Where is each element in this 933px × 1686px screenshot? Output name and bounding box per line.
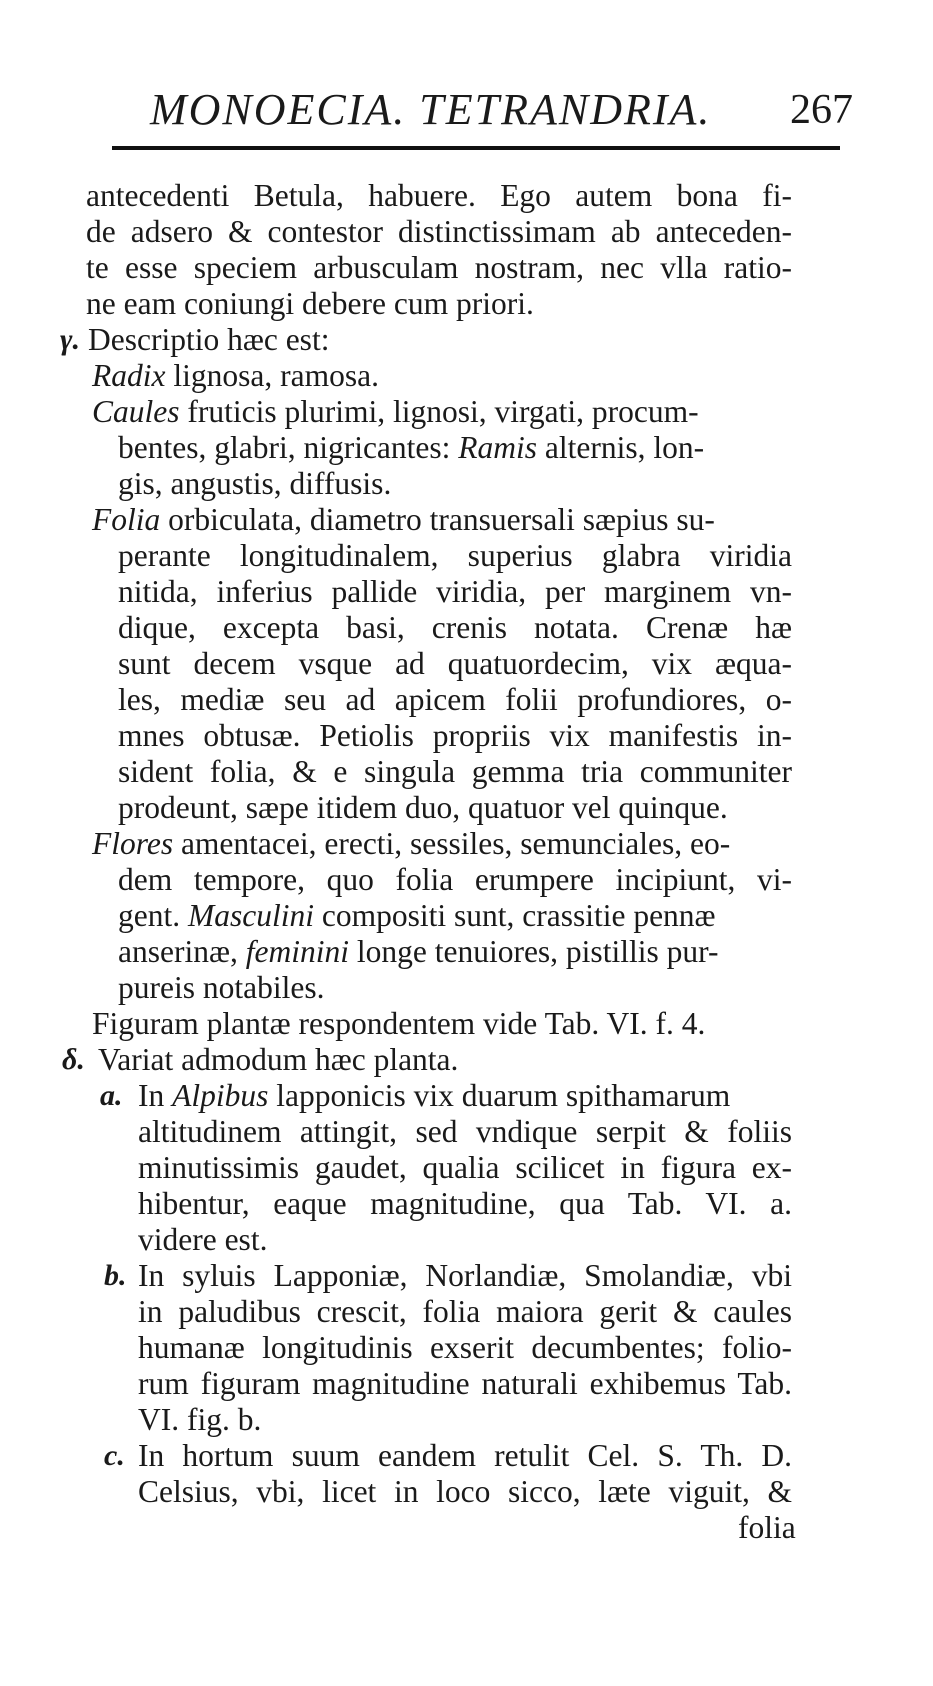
flores-text: longe tenuiores, pistillis pur- bbox=[348, 934, 719, 969]
flores-text: gent. bbox=[118, 898, 188, 933]
flores-line bbox=[92, 826, 730, 862]
caules-text: alternis, lon- bbox=[537, 430, 705, 465]
variety-marker-b: b. bbox=[104, 1259, 127, 1292]
folia-line: mnes obtusæ. Petiolis propriis vix manifestis in- bbox=[118, 718, 792, 753]
running-title: MONOECIA. TETRANDRIA. bbox=[150, 85, 712, 134]
variety-c-line: Celsius, vbi, licet in loco sicco, læte viguit, & bbox=[138, 1474, 792, 1509]
caules-line bbox=[118, 430, 704, 466]
variety-marker-c: c. bbox=[104, 1439, 125, 1472]
folia-line bbox=[92, 502, 715, 538]
variety-a-text: lapponicis vix duarum spithamarum bbox=[268, 1078, 731, 1113]
variety-b-line: VI. fig. b. bbox=[138, 1402, 262, 1437]
term-flores: Flores bbox=[92, 826, 174, 861]
variety-a-line: hibentur, eaque magnitudine, qua Tab. VI. a. bbox=[138, 1186, 792, 1221]
flores-text: anserinæ, bbox=[118, 934, 246, 969]
flores-line bbox=[118, 898, 716, 934]
text-line: ne eam coniungi debere cum priori. bbox=[86, 286, 534, 321]
text-line: antecedenti Betula, habuere. Ego autem bona fi- bbox=[86, 178, 792, 213]
term-radix: Radix bbox=[92, 358, 166, 393]
figure-reference: Figuram plantæ respondentem vide Tab. VI. f. 4. bbox=[92, 1006, 706, 1041]
flores-text: compositi sunt, crassitie pennæ bbox=[313, 898, 716, 933]
term-feminini: feminini bbox=[245, 934, 349, 969]
section-marker-delta: δ. bbox=[62, 1043, 85, 1076]
flores-line bbox=[118, 934, 718, 970]
folia-line: les, mediæ seu ad apicem folii profundiores, o- bbox=[118, 682, 792, 717]
variety-a-line bbox=[138, 1078, 730, 1114]
term-folia: Folia bbox=[92, 502, 161, 537]
text-line: Descriptio hæc est: bbox=[88, 322, 330, 357]
flores-text: amentacei, erecti, sessiles, semunciales, eo- bbox=[173, 826, 731, 861]
caules-text: bentes, glabri, nigricantes: bbox=[118, 430, 459, 465]
variety-b-line: rum figuram magnitudine naturali exhibemus Tab. bbox=[138, 1366, 792, 1401]
term-masculini: Masculini bbox=[187, 898, 314, 933]
flores-line: pureis notabiles. bbox=[118, 970, 325, 1005]
catchword: folia bbox=[738, 1510, 796, 1545]
text-line: te esse speciem arbusculam nostram, nec vlla ratio- bbox=[86, 250, 792, 285]
variety-a-line: videre est. bbox=[138, 1222, 268, 1257]
variety-b-line: humanæ longitudinis exserit decumbentes; folio- bbox=[138, 1330, 792, 1365]
variety-a-text: In bbox=[138, 1078, 173, 1113]
caules-line bbox=[92, 394, 792, 430]
caules-text: fruticis plurimi, lignosi, virgati, procum- bbox=[179, 394, 699, 429]
section-marker-gamma: γ. bbox=[60, 323, 80, 356]
radix-text: lignosa, ramosa. bbox=[165, 358, 379, 393]
term-ramis: Ramis bbox=[458, 430, 538, 465]
variety-b-line: In syluis Lapponiæ, Norlandiæ, Smolandiæ, vbi bbox=[138, 1258, 792, 1293]
text-line: de adsero & contestor distinctissimam ab anteceden- bbox=[86, 214, 792, 249]
variety-c-line: In hortum suum eandem retulit Cel. S. Th. D. bbox=[138, 1438, 792, 1473]
folia-text: orbiculata, diametro transuersali sæpius su- bbox=[160, 502, 715, 537]
term-caules: Caules bbox=[92, 394, 180, 429]
caules-line: gis, angustis, diffusis. bbox=[118, 466, 392, 501]
variety-b-line: in paludibus crescit, folia maiora gerit & caules bbox=[138, 1294, 792, 1329]
variety-a-line: minutissimis gaudet, qualia scilicet in figura ex- bbox=[138, 1150, 792, 1185]
folia-line: prodeunt, sæpe itidem duo, quatuor vel quinque. bbox=[118, 790, 728, 825]
folia-line: sunt decem vsque ad quatuordecim, vix æqua- bbox=[118, 646, 792, 681]
text-line: Variat admodum hæc planta. bbox=[98, 1042, 459, 1077]
page-number: 267 bbox=[790, 87, 853, 133]
folia-line: sident folia, & e singula gemma tria communiter bbox=[118, 754, 792, 789]
folia-line: perante longitudinalem, superius glabra viridia bbox=[118, 538, 792, 573]
term-alpibus: Alpibus bbox=[172, 1078, 269, 1113]
variety-marker-a: a. bbox=[100, 1079, 123, 1112]
variety-a-line: altitudinem attingit, sed vndique serpit & foliis bbox=[138, 1114, 792, 1149]
folia-line: dique, excepta basi, crenis notata. Crenæ hæ bbox=[118, 610, 792, 645]
flores-line: dem tempore, quo folia erumpere incipiunt, vi- bbox=[118, 862, 792, 897]
folia-line: nitida, inferius pallide viridia, per marginem vn- bbox=[118, 574, 792, 609]
radix-line bbox=[92, 358, 379, 394]
